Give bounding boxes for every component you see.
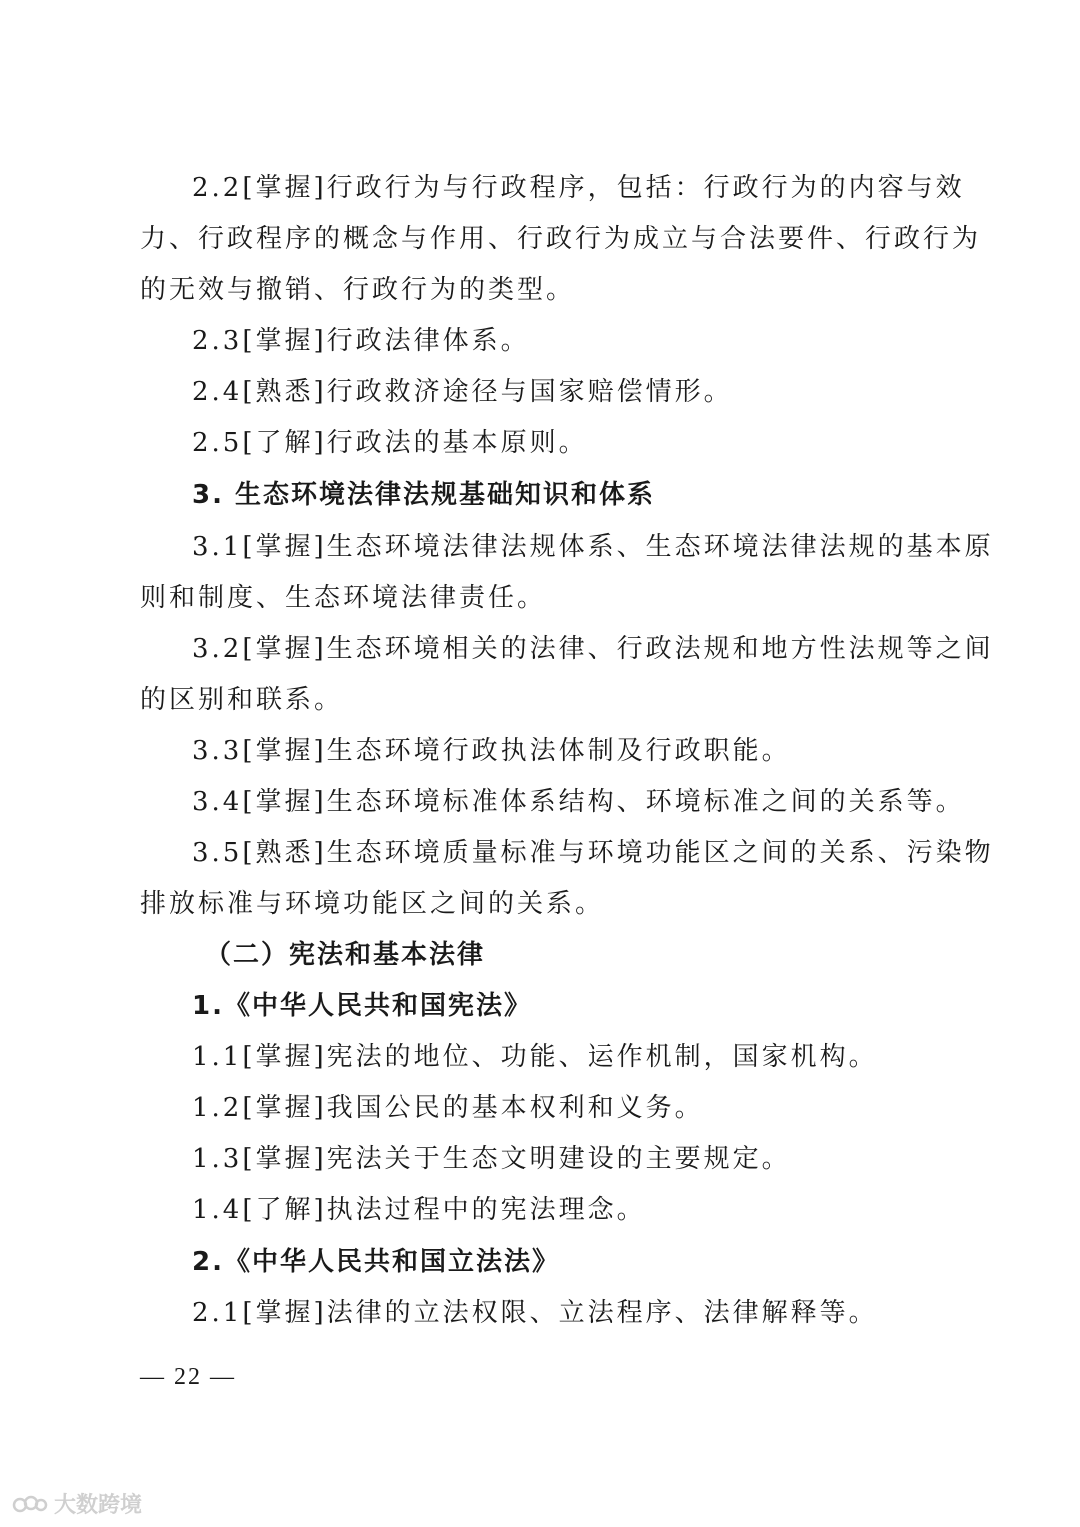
text-line: 则和制度、生态环境法律责任。 [140,583,547,613]
text-line: 1.1[掌握]宪法的地位、功能、运作机制，国家机构。 [192,1042,878,1072]
text-line: 力、行政程序的概念与作用、行政行为成立与合法要件、行政行为 [140,224,982,254]
text-line: 1.4[了解]执法过程中的宪法理念。 [192,1195,646,1225]
text-line: 2.5[了解]行政法的基本原则。 [192,428,588,458]
text-line: 3.4[掌握]生态环境标准体系结构、环境标准之间的关系等。 [192,787,965,817]
text-line: 的区别和联系。 [140,685,344,715]
page-number: — 22 — [140,1364,236,1390]
text-line: 2.2[掌握]行政行为与行政程序，包括：行政行为的内容与效 [192,173,965,203]
section-heading: 1.《中华人民共和国宪法》 [192,991,532,1021]
watermark-logo-icon [12,1491,48,1517]
section-heading: （二）宪法和基本法律 [205,940,486,970]
section-heading: 3. 生态环境法律法规基础知识和体系 [192,480,656,510]
text-line: 2.1[掌握]法律的立法权限、立法程序、法律解释等。 [192,1298,878,1328]
watermark [12,1488,142,1519]
text-line: 3.5[熟悉]生态环境质量标准与环境功能区之间的关系、污染物 [192,838,994,868]
text-line: 2.4[熟悉]行政救济途径与国家赔偿情形。 [192,377,733,407]
text-line: 排放标准与环境功能区之间的关系。 [140,889,605,919]
text-line: 3.3[掌握]生态环境行政执法体制及行政职能。 [192,736,791,766]
text-line: 1.3[掌握]宪法关于生态文明建设的主要规定。 [192,1144,791,1174]
watermark-text: 大数跨境 [54,1493,143,1518]
text-line: 2.3[掌握]行政法律体系。 [192,326,530,356]
text-line: 3.1[掌握]生态环境法律法规体系、生态环境法律法规的基本原 [192,532,994,562]
section-heading: 2.《中华人民共和国立法法》 [192,1247,560,1277]
text-line: 3.2[掌握]生态环境相关的法律、行政法规和地方性法规等之间 [192,634,994,664]
text-line: 的无效与撤销、行政行为的类型。 [140,275,576,305]
text-line: 1.2[掌握]我国公民的基本权利和义务。 [192,1093,704,1123]
